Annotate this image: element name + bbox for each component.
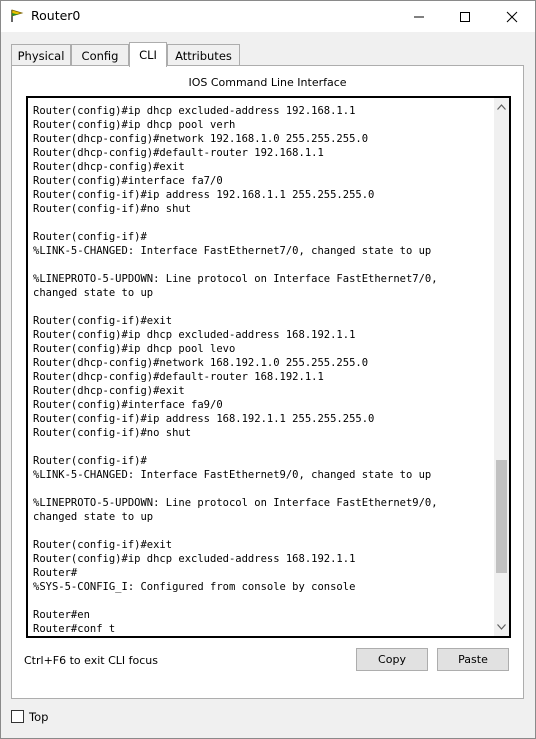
cli-console[interactable]: [26, 96, 511, 638]
minimize-button[interactable]: [396, 1, 442, 32]
cli-output[interactable]: Router(config)#ip dhcp excluded-address 192.168.1.1 Router(config)#ip dhcp pool verh Router(dhcp-config)#network 192.168.1.0 255.255.255.0 Router(dhcp-config)#default-router 192.168.1.1 Router(dhcp-config)#exit Router(config)#interface fa7/0 Router(config-if)#ip address 192.168.1.1 255.255.255.0 Router(config-if)#no shut Router(config-if)# %LINK-5-CHANGED: Interface FastEthernet7/0, changed state to up %LINEPROTO-5-UPDOWN: Line protocol on Interface FastEthernet7/0, changed state to up Router(config-if)#exit Router(config)#ip dhcp excluded-address 168.192.1.1 Router(config)#ip dhcp pool levo Router(dhcp-config)#network 168.192.1.0 255.255.255.0 Router(dhcp-config)#default-router 168.192.1.1 Router(dhcp-config)#exit Router(config)#interface fa9/0 Router(config-if)#ip address 168.192.1.1 255.255.255.0 Router(config-if)#no shut Router(config-if)# %LINK-5-CHANGED: Interface FastEthernet9/0, changed state to up %LINEPROTO-5-UPDOWN: Line protocol on Interface FastEthernet9/0, changed state to up Router(config-if)#exit Router(config)#ip dhcp excluded-address 168.192.1.1 Router# %SYS-5-CONFIG_I: Configured from console by console Router#en Router#conf t: [33, 105, 438, 635]
exit-cli-hint: Ctrl+F6 to exit CLI focus: [24, 654, 159, 667]
router-app-icon: [9, 8, 25, 24]
close-button[interactable]: [489, 1, 535, 32]
paste-button[interactable]: Paste: [437, 648, 509, 671]
cli-scrollbar[interactable]: [494, 98, 509, 636]
top-checkbox[interactable]: [11, 710, 24, 723]
tab-attributes[interactable]: Attributes: [167, 44, 240, 66]
top-checkbox-label[interactable]: Top: [29, 710, 49, 724]
cli-panel: [11, 65, 524, 699]
maximize-button[interactable]: [442, 1, 488, 32]
scroll-thumb[interactable]: [496, 460, 507, 573]
panel-title: IOS Command Line Interface: [188, 76, 347, 89]
scroll-down-arrow-icon[interactable]: [494, 620, 509, 634]
tab-config[interactable]: Config: [71, 44, 129, 66]
window-title: Router0: [31, 8, 81, 23]
copy-button[interactable]: Copy: [356, 648, 428, 671]
tab-physical[interactable]: Physical: [11, 44, 71, 66]
title-bar[interactable]: [1, 1, 535, 32]
tab-cli[interactable]: CLI: [129, 42, 167, 67]
scroll-up-arrow-icon[interactable]: [494, 100, 509, 114]
close-icon: [506, 11, 518, 23]
